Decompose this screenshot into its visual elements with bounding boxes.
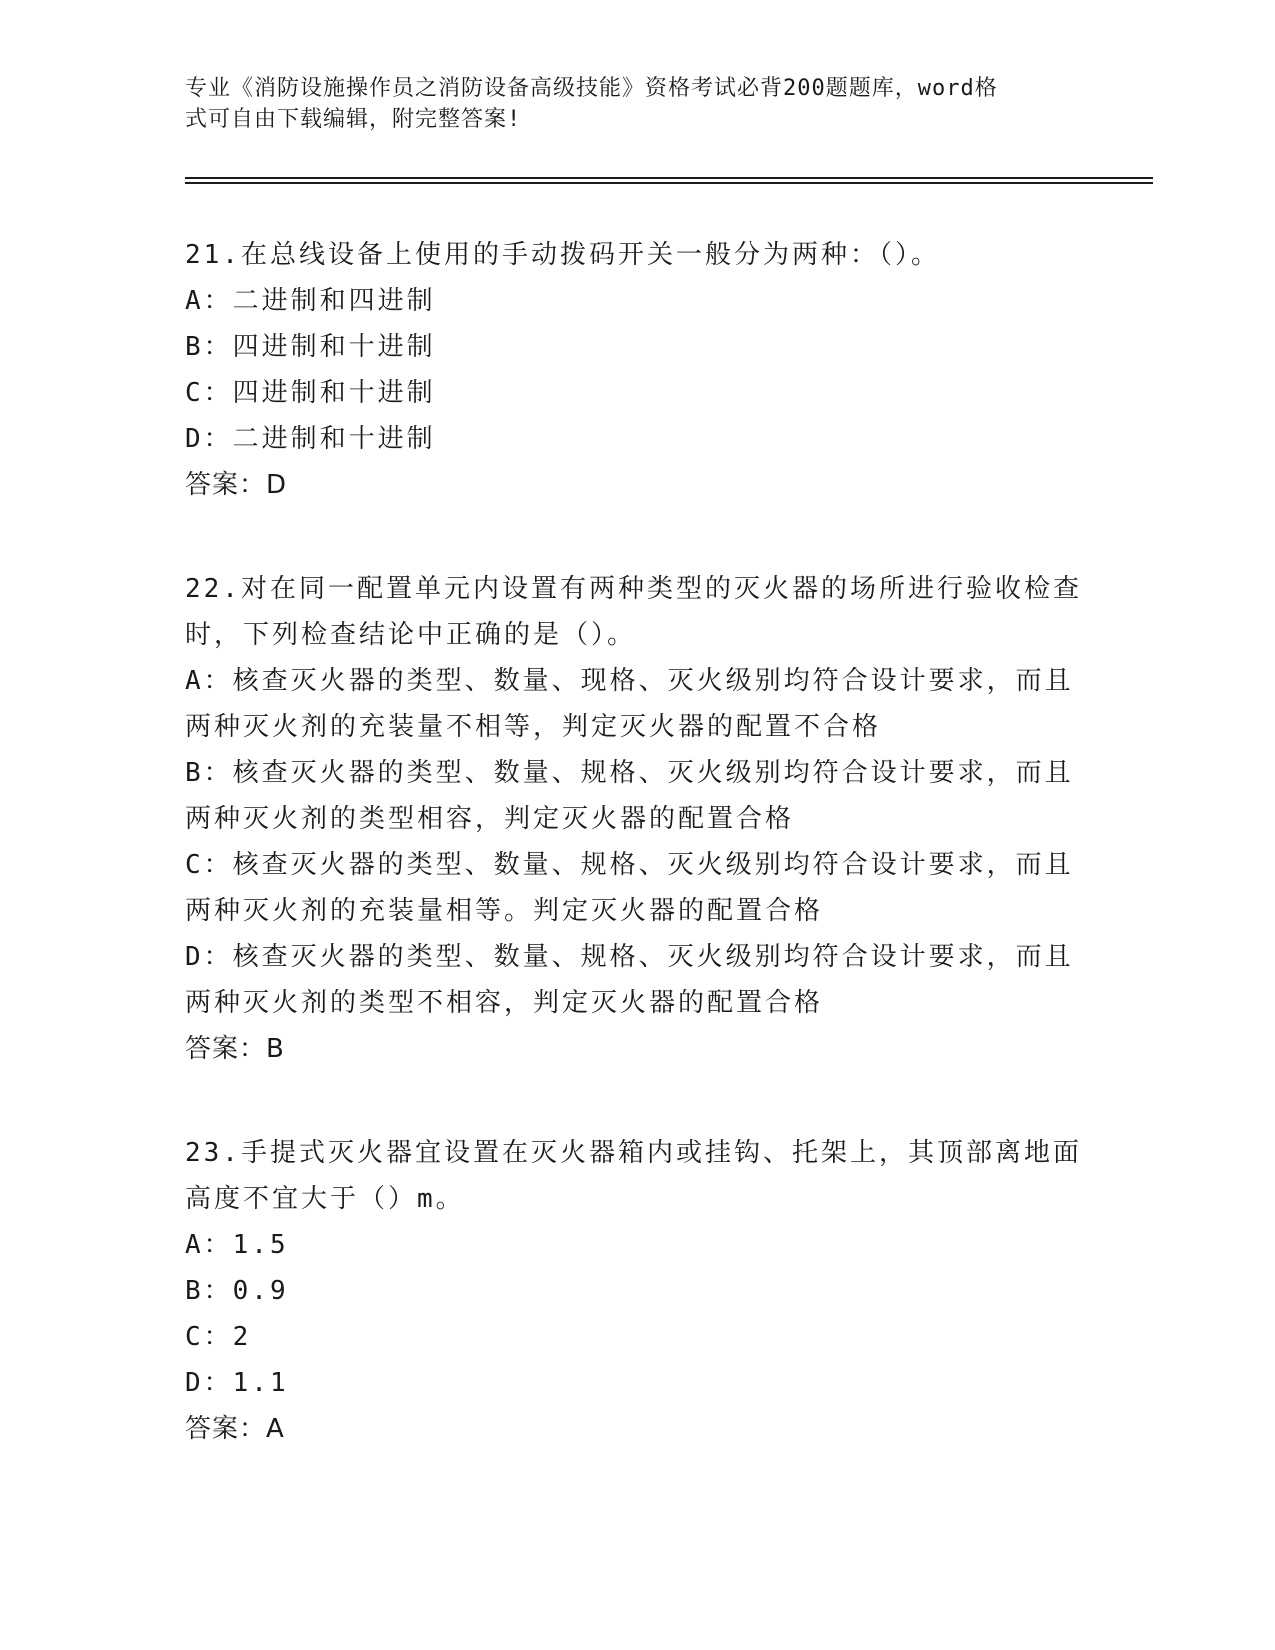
option-text-line: C：核查灭火器的类型、数量、规格、灭火级别均符合设计要求，而且: [185, 850, 1074, 880]
option-text-line: 两种灭火剂的充装量不相等，判定灭火器的配置不合格: [185, 712, 882, 742]
question-stem-line: 22.对在同一配置单元内设置有两种类型的灭火器的场所进行验收检查: [185, 574, 1082, 604]
answer-option: [185, 750, 1085, 842]
option-text-line: 两种灭火剂的类型不相容，判定灭火器的配置合格: [185, 988, 824, 1018]
question-stem-line: 21.在总线设备上使用的手动拨码开关一般分为两种：（）。: [185, 240, 940, 270]
option-text-line: 两种灭火剂的类型相容，判定灭火器的配置合格: [185, 804, 795, 834]
header-line-2: 式可自由下载编辑，附完整答案!: [185, 107, 522, 132]
question-stem-line: 高度不宜大于（）m。: [185, 1184, 465, 1214]
document-header: [185, 73, 1065, 135]
answer-option: [185, 842, 1085, 934]
option-text-line: A：核查灭火器的类型、数量、现格、灭火级别均符合设计要求，而且: [185, 666, 1074, 696]
option-text-line: B：四进制和十进制: [185, 332, 436, 362]
option-text-line: 两种灭火剂的充装量相等。判定灭火器的配置合格: [185, 896, 824, 926]
answer-option: [185, 658, 1085, 750]
header-divider-top: [185, 177, 1153, 179]
option-text-line: A：1.5: [185, 1230, 289, 1260]
answer-option: [185, 1222, 1085, 1268]
answer-option: [185, 278, 1085, 324]
answer-option: [185, 1314, 1085, 1360]
question-stem-line: 时，下列检查结论中正确的是（）。: [185, 620, 637, 650]
question-item: [185, 566, 1085, 1072]
answer-option: [185, 1268, 1085, 1314]
answer-key: 答案：D: [185, 470, 288, 500]
option-text-line: B：核查灭火器的类型、数量、规格、灭火级别均符合设计要求，而且: [185, 758, 1074, 788]
answer-option: [185, 1360, 1085, 1406]
answer-key: 答案：B: [185, 1034, 285, 1064]
answer-option: [185, 934, 1085, 1026]
option-text-line: A：二进制和四进制: [185, 286, 436, 316]
option-text-line: B：0.9: [185, 1276, 289, 1306]
answer-option: [185, 416, 1085, 462]
question-stem-line: 23.手提式灭火器宜设置在灭火器箱内或挂钩、托架上，其顶部离地面: [185, 1138, 1082, 1168]
question-item: [185, 1130, 1085, 1452]
option-text-line: C：四进制和十进制: [185, 378, 436, 408]
answer-option: [185, 324, 1085, 370]
option-text-line: D：核查灭火器的类型、数量、规格、灭火级别均符合设计要求，而且: [185, 942, 1074, 972]
header-line-1: 专业《消防设施操作员之消防设备高级技能》资格考试必背200题题库，word格: [185, 76, 998, 101]
option-text-line: D：1.1: [185, 1368, 289, 1398]
question-item: [185, 232, 1085, 508]
option-text-line: D：二进制和十进制: [185, 424, 436, 454]
header-divider-bottom: [185, 182, 1153, 184]
option-text-line: C：2: [185, 1322, 252, 1352]
answer-key: 答案：A: [185, 1414, 285, 1444]
question-list: [185, 232, 1085, 1510]
answer-option: [185, 370, 1085, 416]
